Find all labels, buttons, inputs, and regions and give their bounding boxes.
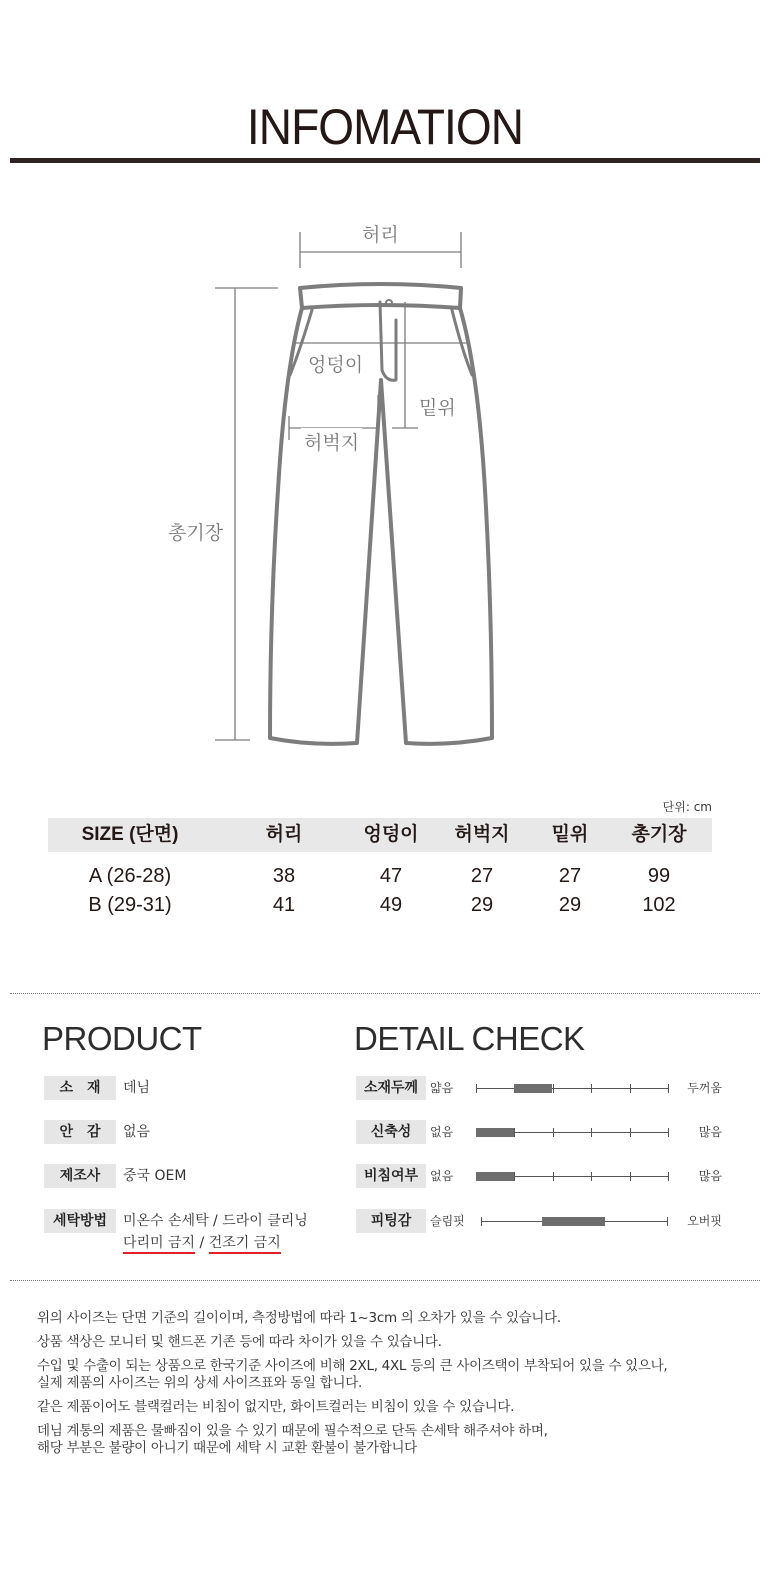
pants-diagram — [0, 190, 770, 770]
detail-check-title: DETAIL CHECK — [354, 1020, 585, 1057]
hip-label: 엉덩이 — [305, 350, 366, 377]
notice-text — [37, 1310, 737, 1464]
detail-right-text: 많음 — [698, 1125, 722, 1139]
scale-tick — [591, 1128, 592, 1137]
unit-label: 단위: cm — [662, 800, 712, 814]
detail-row-thickness — [356, 1076, 722, 1100]
detail-scale — [476, 1132, 668, 1133]
detail-left-text: 얇음 — [430, 1081, 454, 1095]
detail-left-text: 슬림핏 — [430, 1214, 465, 1228]
scale-tick — [668, 1084, 669, 1093]
header-thigh: 허벅지 — [454, 824, 510, 845]
notice-line: 해당 부분은 불량이 아니기 때문에 세탁 시 교환 환불이 불가합니다 — [37, 1440, 417, 1456]
scale-tick — [668, 1172, 669, 1181]
level-bar — [542, 1217, 605, 1226]
header-hip: 엉덩이 — [363, 824, 419, 845]
product-label: 소 재 — [44, 1076, 116, 1100]
scale-tick — [476, 1084, 477, 1093]
cell-hip: 47 — [379, 865, 403, 887]
level-bar — [514, 1084, 552, 1093]
notice-line: 상품 색상은 모니터 및 핸드폰 기존 등에 따라 차이가 있을 수 있습니다. — [37, 1334, 442, 1350]
scale-tick — [630, 1084, 631, 1093]
detail-right-text: 많음 — [698, 1169, 722, 1183]
level-bar — [476, 1172, 514, 1181]
cell-rise: 27 — [558, 865, 582, 887]
header-size: SIZE (단면) — [81, 824, 179, 845]
notice-line: 같은 제품이어도 블랙컬러는 비침이 없지만, 화이트컬러는 비침이 있을 수 있습니다. — [37, 1399, 515, 1415]
table-row — [48, 862, 712, 891]
pants-illustration — [0, 190, 770, 770]
scale-tick — [630, 1172, 631, 1181]
scale-tick — [514, 1172, 515, 1181]
scale-tick — [667, 1217, 668, 1226]
page-title: INFOMATION — [246, 99, 524, 155]
scale-tick — [553, 1084, 554, 1093]
dotted-divider — [10, 1280, 760, 1281]
product-value: 없음 — [123, 1124, 151, 1140]
scale-tick — [591, 1172, 592, 1181]
dotted-divider — [10, 993, 760, 994]
cell-size: B (29-31) — [88, 894, 172, 916]
washing-warnings — [123, 1233, 281, 1253]
detail-label: 신축성 — [356, 1120, 426, 1144]
scale-tick — [591, 1084, 592, 1093]
detail-row-sheerness — [356, 1164, 722, 1188]
scale-tick — [553, 1128, 554, 1137]
detail-right-text: 오버핏 — [687, 1214, 722, 1228]
detail-left-text: 없음 — [430, 1169, 454, 1183]
detail-row-stretch — [356, 1120, 722, 1144]
notice-line: 위의 사이즈는 단면 기준의 길이이며, 측정방법에 따라 1~3cm 의 오차가 있을 수 있습니다. — [37, 1310, 561, 1326]
cell-length: 99 — [647, 865, 671, 887]
cell-thigh: 29 — [470, 894, 494, 916]
cell-thigh: 27 — [470, 865, 494, 887]
notice-line: 실제 제품의 사이즈는 위의 상세 사이즈표와 동일 합니다. — [37, 1375, 362, 1391]
scale-tick — [481, 1217, 482, 1226]
size-table-header — [48, 818, 712, 852]
cell-length: 102 — [642, 894, 676, 916]
waist-label: 허리 — [359, 220, 402, 247]
notice-line: 데님 계통의 제품은 물빠짐이 있을 수 있기 때문에 필수적으로 단독 손세탁 해주셔야 하며, — [37, 1423, 548, 1439]
cell-rise: 29 — [558, 894, 582, 916]
product-title: PRODUCT — [42, 1020, 202, 1057]
product-label: 안 감 — [44, 1120, 116, 1144]
scale-tick — [630, 1128, 631, 1137]
cell-hip: 49 — [379, 894, 403, 916]
cell-waist: 38 — [272, 865, 296, 887]
title-divider — [10, 158, 760, 163]
product-value: 미온수 손세탁 / 드라이 클리닝 — [123, 1213, 308, 1229]
scale-tick — [668, 1128, 669, 1137]
product-label: 세탁방법 — [44, 1209, 116, 1233]
size-table — [48, 818, 712, 920]
detail-scale — [481, 1221, 667, 1222]
detail-right-text: 두꺼움 — [687, 1081, 722, 1095]
thigh-label: 허벅지 — [301, 428, 362, 455]
no-dryer-text: 건조기 금지 — [209, 1235, 281, 1254]
no-ironing-text: 다리미 금지 — [123, 1235, 195, 1254]
detail-label: 비침여부 — [356, 1164, 426, 1188]
detail-label: 피팅감 — [356, 1209, 426, 1233]
detail-scale — [476, 1088, 668, 1089]
cell-size: A (26-28) — [88, 865, 172, 887]
detail-row-fit — [356, 1209, 722, 1233]
notice-line: 수입 및 수출이 되는 상품으로 한국기준 사이즈에 비해 2XL, 4XL 등의 큰 사이즈택이 부착되어 있을 수 있으나, — [37, 1358, 668, 1374]
header-rise: 밑위 — [551, 824, 589, 845]
length-label: 총기장 — [165, 518, 226, 545]
level-bar — [476, 1128, 514, 1137]
product-value: 중국 OEM — [123, 1168, 187, 1184]
table-row — [48, 891, 712, 920]
rise-label: 밑위 — [416, 393, 459, 420]
detail-scale — [476, 1176, 668, 1177]
separator-text: / — [195, 1235, 209, 1251]
detail-label: 소재두께 — [356, 1076, 426, 1100]
product-label: 제조사 — [44, 1164, 116, 1188]
header-length: 총기장 — [631, 824, 687, 845]
scale-tick — [514, 1128, 515, 1137]
product-value: 데님 — [123, 1080, 151, 1096]
cell-waist: 41 — [272, 894, 296, 916]
scale-tick — [553, 1172, 554, 1181]
detail-left-text: 없음 — [430, 1125, 454, 1139]
header-waist: 허리 — [265, 824, 303, 845]
